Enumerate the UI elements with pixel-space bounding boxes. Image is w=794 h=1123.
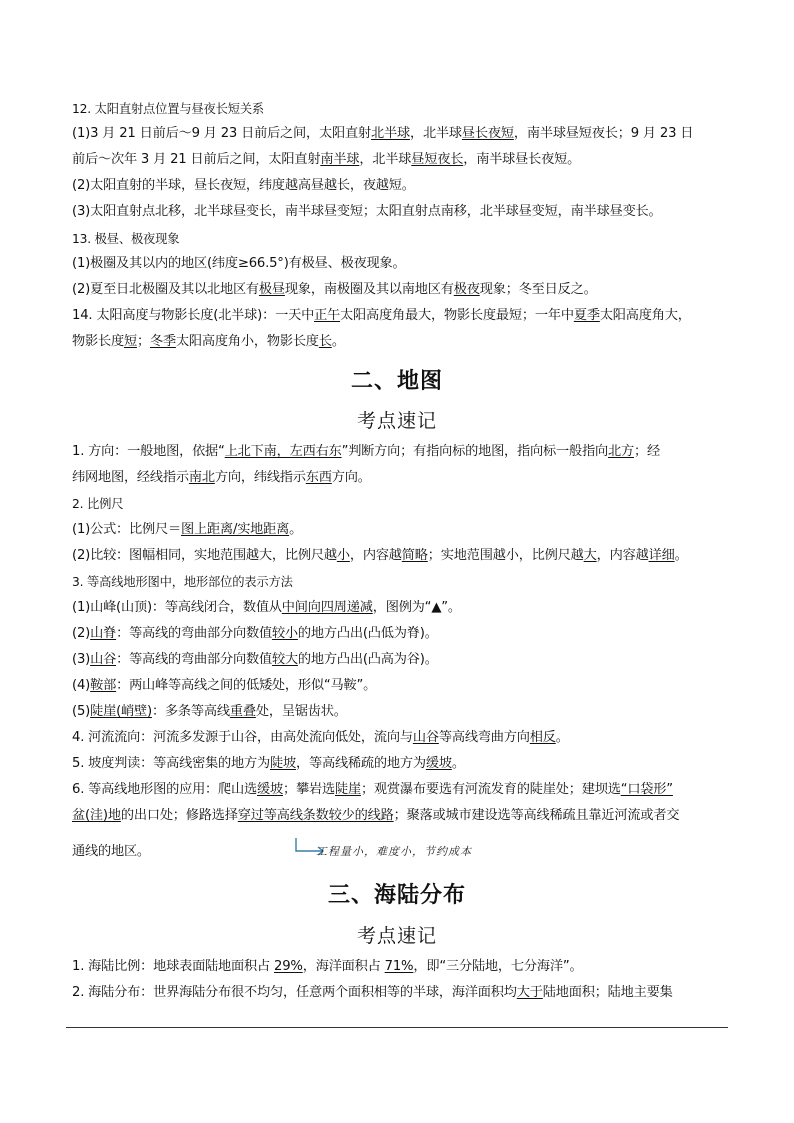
paragraph-line: 2. 海陆分布：世界海陆分布很不均匀，任意两个面积相等的半球，海洋面积均大于陆地面积；陆地主要集 bbox=[72, 985, 673, 1000]
handwritten-note: 工程量小，难度小，节约成本 bbox=[316, 845, 472, 858]
heading-item-3: 3. 等高线地形图中，地形部位的表示方法 bbox=[72, 575, 293, 589]
paragraph-line: (1)3 月 21 日前后～9 月 23 日前后之间，太阳直射北半球，北半球昼长夜短，南半球昼短夜长；9 月 23 日 bbox=[72, 126, 694, 141]
paragraph-line: (1)公式：比例尺＝图上距离/实地距离。 bbox=[72, 522, 303, 537]
footer-divider bbox=[66, 1027, 728, 1028]
paragraph-line: 盆(洼)地的出口处；修路选择穿过等高线条数较少的线路；聚落或城市建设选等高线稀疏且靠近河流或者交 bbox=[72, 808, 680, 823]
peak-symbol-icon: ▲ bbox=[431, 600, 442, 615]
paragraph-line: (2)夏至日北极圈及其以北地区有极昼现象，南极圈及其以南地区有极夜现象；冬至日反之。 bbox=[72, 282, 597, 297]
paragraph-line: 前后～次年 3 月 21 日前后之间，太阳直射南半球，北半球昼短夜长，南半球昼长夜短。 bbox=[72, 152, 581, 167]
paragraph-line: (1)山峰(山顶)：等高线闭合，数值从中间向四周递减，图例为“▲”。 bbox=[72, 600, 461, 615]
paragraph-line: 4. 河流流向：河流多发源于山谷，由高处流向低处，流向与山谷等高线弯曲方向相反。 bbox=[72, 730, 569, 745]
paragraph-line: (5)陡崖(峭壁)：多条等高线重叠处，呈锯齿状。 bbox=[72, 704, 347, 719]
paragraph-line: (3)山谷：等高线的弯曲部分向数值较大的地方凸出(凸高为谷)。 bbox=[72, 652, 438, 667]
heading-item-12: 12. 太阳直射点位置与昼夜长短关系 bbox=[72, 102, 265, 116]
paragraph-line: 6. 等高线地形图的应用：爬山选缓坡；攀岩选陡崖；观赏瀑布要选有河流发育的陡崖处；建坝选“口袋形” bbox=[72, 782, 673, 797]
section-title-land-sea: 三、海陆分布 bbox=[327, 882, 466, 908]
paragraph-line: (2)山脊：等高线的弯曲部分向数值较小的地方凸出(凸低为脊)。 bbox=[72, 626, 438, 641]
heading-item-13: 13. 极昼、极夜现象 bbox=[72, 232, 180, 246]
paragraph-line: 物影长度短；冬季太阳高度角小，物影长度长。 bbox=[72, 334, 345, 349]
paragraph-line: 5. 坡度判读：等高线密集的地方为陡坡，等高线稀疏的地方为缓坡。 bbox=[72, 756, 465, 771]
paragraph-line: (3)太阳直射点北移，北半球昼变长，南半球昼变短；太阳直射点南移，北半球昼变短，南半球昼变长。 bbox=[72, 204, 662, 219]
paragraph-line: (1)极圈及其以内的地区(纬度≥66.5°)有极昼、极夜现象。 bbox=[72, 256, 406, 271]
heading-item-14: 14. 太阳高度与物影长度(北半球)：一天中正午太阳高度角最大，物影长度最短；一年中夏季太阳高度角大， bbox=[72, 308, 691, 323]
section-subtitle: 考点速记 bbox=[356, 925, 437, 947]
section-title-maps: 二、地图 bbox=[350, 368, 443, 394]
paragraph-line: 纬网地图，经线指示南北方向，纬线指示东西方向。 bbox=[72, 470, 371, 485]
heading-item-2: 2. 比例尺 bbox=[72, 497, 124, 511]
section-subtitle: 考点速记 bbox=[356, 410, 437, 432]
paragraph-line: 通线的地区。 bbox=[72, 844, 150, 859]
paragraph-line: 1. 方向：一般地图，依据“上北下南，左西右东”判断方向；有指向标的地图，指向标一般指向北方；经 bbox=[72, 444, 660, 459]
paragraph-line: (2)太阳直射的半球，昼长夜短，纬度越高昼越长，夜越短。 bbox=[72, 178, 415, 193]
paragraph-line: (4)鞍部：两山峰等高线之间的低矮处，形似“马鞍”。 bbox=[72, 678, 377, 693]
paragraph-line: 1. 海陆比例：地球表面陆地面积占 29%，海洋面积占 71%，即“三分陆地，七分海洋”。 bbox=[72, 959, 583, 974]
paragraph-line: (2)比较：图幅相同，实地范围越大，比例尺越小，内容越简略；实地范围越小，比例尺越大，内容越详细。 bbox=[72, 548, 688, 563]
